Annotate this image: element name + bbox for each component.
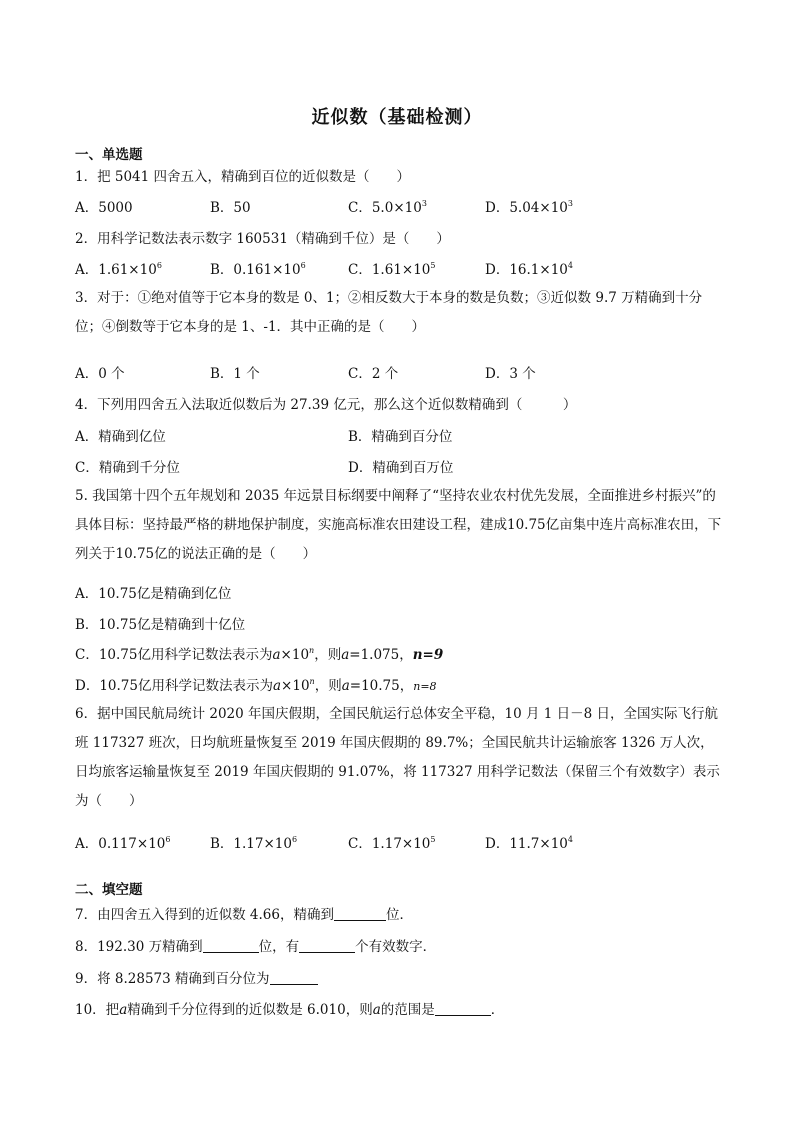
q1-option-b[interactable]: B．50: [210, 200, 251, 216]
q4-option-c[interactable]: C．精确到千分位: [75, 460, 180, 476]
q4-option-a[interactable]: A．精确到亿位: [75, 429, 166, 445]
question-6-options: [75, 832, 725, 852]
section-heading-fill-in: 二、填空题: [75, 882, 143, 898]
question-4-options-row1: [75, 425, 725, 445]
q9-answer-blank[interactable]: [270, 970, 318, 985]
q1-option-d[interactable]: D．$5.04\times 10^3$: [485, 199, 573, 216]
q1-option-a[interactable]: A．5000: [75, 200, 133, 216]
q4-option-b[interactable]: B．精确到百分位: [348, 429, 453, 445]
page-title: 近似数（基础检测）: [311, 107, 483, 128]
question-8: 8．192.30 万精确到 位，有 个有效数字．: [75, 939, 437, 955]
q6-option-a[interactable]: A．$0.117\times 10^6$: [75, 835, 171, 852]
q2-option-c[interactable]: C．$1.61\times 10^5$: [348, 261, 436, 278]
q10-answer-blank[interactable]: [435, 1001, 491, 1016]
q6-option-d[interactable]: D．$11.7\times 10^4$: [485, 835, 573, 852]
q3-option-d[interactable]: D．3 个: [485, 366, 536, 382]
q1-option-c[interactable]: C．$5.0\times 10^3$: [348, 199, 427, 216]
q6-option-c[interactable]: C．$1.17\times 10^5$: [348, 835, 436, 852]
q5-option-c[interactable]: C．10.75亿用科学记数法表示为$a\times 10^n$，则a=1.075，n=9: [75, 646, 444, 663]
question-3-stem: 3．对于：①绝对值等于它本身的数是 0、1；②相反数大于本身的数是负数；③近似数 9.7 万精确到十分位；④倒数等于它本身的是 1、-1．其中正确的是（ ）: [75, 290, 703, 335]
q3-option-c[interactable]: C．2 个: [348, 366, 399, 382]
question-4-options-row2: [75, 456, 725, 476]
question-9: 9．将 8.28573 精确到百分位为: [75, 967, 318, 987]
q2-option-b[interactable]: B．$0.161\times 10^6$: [210, 261, 306, 278]
question-10: 10．把a精确到千分位得到的近似数是 6.010，则a的范围是 ．: [75, 1002, 505, 1018]
question-6-stem: 6．据中国民航局统计 2020 年国庆假期，全国民航运行总体安全平稳，10 月 1 日－8 日，全国实际飞行航班 117327 班次，日均航班量恢复至 2019 年国庆假期的 89.7%；全国民航共计运输旅客 1326 万人次，日均旅客运输量恢复至 2019 年国庆假期的 91.07%，将 117327 用科学记数法（保留三个有效数字）表示为（ ）: [75, 706, 720, 809]
q3-option-b[interactable]: B．1 个: [210, 366, 260, 382]
q3-option-a[interactable]: A．0 个: [75, 366, 125, 382]
question-1-options: [75, 196, 725, 216]
section-heading-single-choice: 一、单选题: [75, 147, 143, 163]
q5-option-a[interactable]: A．10.75亿是精确到亿位: [75, 586, 232, 602]
q5-option-d[interactable]: D．10.75亿用科学记数法表示为$a\times 10^n$，则a=10.75，n=8: [75, 677, 437, 694]
q7-answer-blank[interactable]: [334, 906, 386, 921]
q2-option-a[interactable]: A．$1.61\times 10^6$: [75, 261, 162, 278]
question-7: 7．由四舍五入得到的近似数 4.66，精确到 位．: [75, 907, 413, 923]
question-2-stem: 2．用科学记数法表示数字 160531（精确到千位）是（ ）: [75, 231, 450, 247]
question-4-stem: 4．下列用四舍五入法取近似数后为 27.39 亿元，那么这个近似数精确到（ ）: [75, 397, 577, 413]
q5-option-b[interactable]: B．10.75亿是精确到十亿位: [75, 617, 246, 633]
question-2-options: [75, 258, 725, 278]
question-1-stem: 1．把 5041 四舍五入，精确到百位的近似数是（ ）: [75, 169, 411, 185]
question-3-options: [75, 362, 725, 382]
q8-answer-blank-1[interactable]: [203, 938, 259, 953]
q8-answer-blank-2[interactable]: [299, 938, 355, 953]
q6-option-b[interactable]: B．$1.17\times 10^6$: [210, 835, 298, 852]
q2-option-d[interactable]: D．$16.1\times 10^4$: [485, 261, 573, 278]
q4-option-d[interactable]: D．精确到百万位: [348, 460, 454, 476]
question-5-stem: 5. 我国第十四个五年规划和 2035 年远景目标纲要中阐释了“坚持农业农村优先发展，全面推进乡村振兴”的具体目标：坚持最严格的耕地保护制度，实施高标准农田建设工程，建成10.75亿亩集中连片高标准农田，下列关于10.75亿的说法正确的是（ ）: [75, 488, 722, 562]
